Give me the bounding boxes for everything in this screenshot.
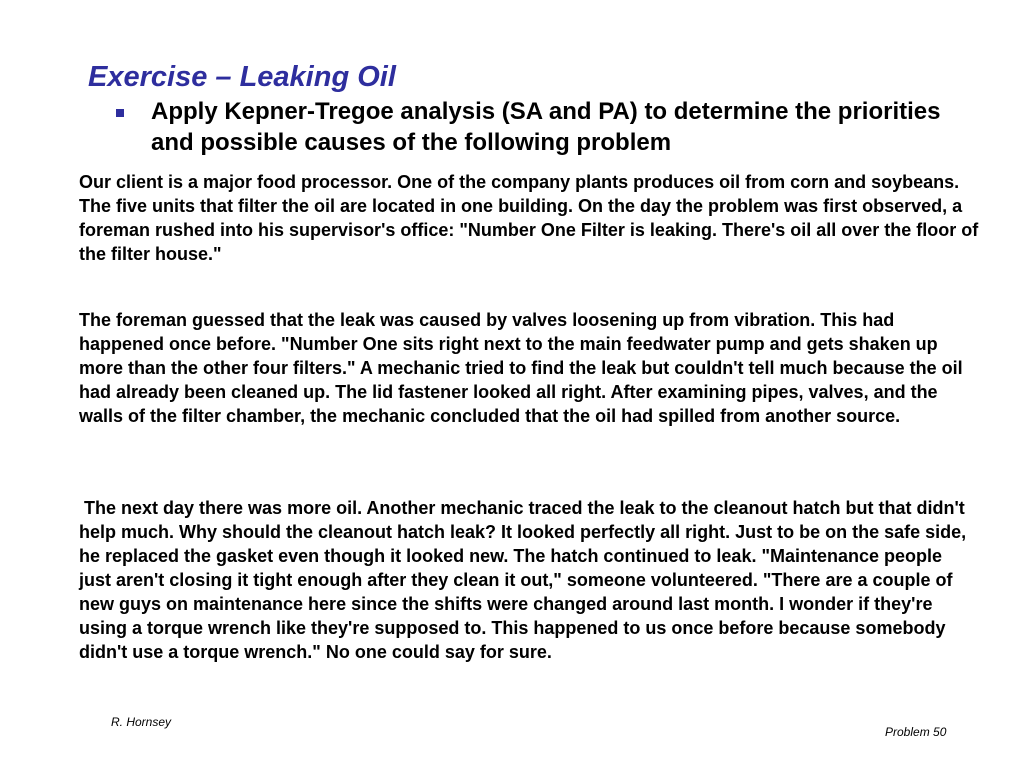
footer-page-label: Problem 50 xyxy=(885,725,947,739)
bullet-text: Apply Kepner-Tregoe analysis (SA and PA) to determine the priorities and possible causes of the following problem xyxy=(151,98,941,156)
problem-paragraph-1: Our client is a major food processor. One of the company plants produces oil from corn and soybeans. The five units that filter the oil are located in one building. On the day the problem was first observed, a foreman rushed into his supervisor's office: "Number One Filter is leaking. There's oil all over the floor of the filter house." xyxy=(79,172,979,264)
square-bullet-icon xyxy=(116,109,124,117)
footer-author: R. Hornsey xyxy=(111,715,172,729)
slide-title: Exercise – Leaking Oil xyxy=(88,61,396,93)
problem-paragraph-2: The foreman guessed that the leak was caused by valves loosening up from vibration. This had happened once before. "Number One sits right next to the main feedwater pump and gets shaken up more than the other four filters." A mechanic tried to find the leak but couldn't tell much because the oil had already been cleaned up. The lid fastener looked all right. After examining pipes, valves, and the walls of the filter chamber, the mechanic concluded that the oil had spilled from another source. xyxy=(79,310,963,426)
problem-paragraph-3: The next day there was more oil. Another mechanic traced the leak to the cleanout hatch but that didn't help much. Why should the cleanout hatch leak? It looked perfectly all right. Just to be on the safe side, he replaced the gasket even though it looked new. The hatch continued to leak. "Maintenance people just aren't closing it tight enough after they clean it out," someone volunteered. "There are a couple of new guys on maintenance here since the shifts were changed around last month. I wonder if they're using a torque wrench like they're supposed to. This happened to us once before because somebody didn't use a torque wrench." No one could say for sure. xyxy=(79,498,967,662)
